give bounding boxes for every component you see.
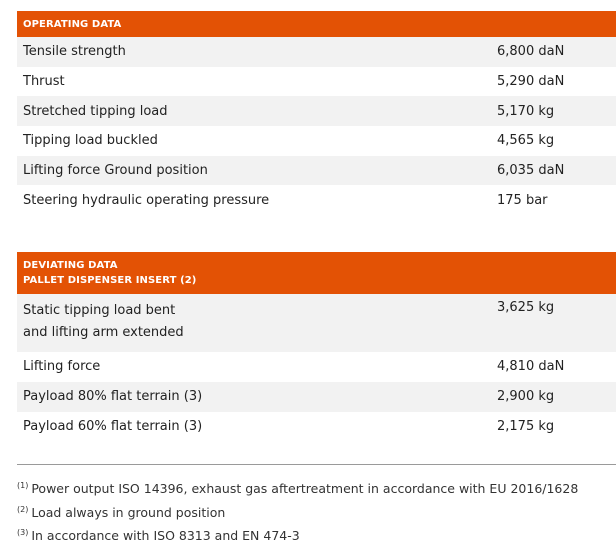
row-value: 5,290 daN — [497, 74, 565, 90]
table-row — [17, 412, 616, 442]
row-label: Steering hydraulic operating pressure — [23, 192, 270, 208]
footnote-item — [17, 500, 616, 524]
footnote-marker: (3) — [17, 528, 29, 538]
row-value: 175 bar — [497, 192, 548, 208]
table-row — [17, 294, 616, 352]
row-label: Payload 60% flat terrain (3) — [23, 418, 203, 434]
operating-data-header — [17, 11, 616, 37]
row-label: Thrust — [23, 74, 65, 90]
row-value: 6,800 daN — [497, 44, 565, 60]
spec-sheet — [17, 0, 616, 547]
operating-data-title: OPERATING DATA — [23, 18, 122, 30]
row-value: 4,565 kg — [497, 133, 555, 149]
footnote-item — [17, 523, 616, 547]
row-value: 4,810 daN — [497, 359, 565, 375]
row-label-line1: Static tipping load bent — [23, 303, 176, 319]
footnote-divider — [17, 464, 616, 465]
table-row — [17, 37, 616, 67]
row-label: Lifting force — [23, 359, 101, 375]
table-row — [17, 185, 616, 215]
row-label: Payload 80% flat terrain (3) — [23, 389, 203, 405]
row-label: Stretched tipping load — [23, 103, 168, 119]
table-row — [17, 352, 616, 382]
footnotes — [17, 476, 616, 547]
table-row — [17, 156, 616, 186]
row-label: Tensile strength — [23, 44, 126, 60]
deviating-data-subtitle: PALLET DISPENSER INSERT (2) — [23, 275, 197, 287]
row-value: 5,170 kg — [497, 103, 555, 119]
deviating-data-table — [17, 294, 616, 441]
row-label — [17, 300, 497, 344]
row-label: Lifting force Ground position — [23, 163, 208, 179]
row-label-line2: and lifting arm extended — [23, 325, 184, 341]
deviating-data-header — [17, 252, 616, 294]
footnote-text: Load always in ground position — [31, 504, 226, 520]
table-row — [17, 96, 616, 126]
deviating-data-title: DEVIATING DATA — [23, 260, 118, 272]
operating-data-table — [17, 37, 616, 215]
row-value: 2,900 kg — [497, 389, 555, 405]
row-value: 3,625 kg — [497, 300, 555, 316]
footnote-marker: (2) — [17, 504, 29, 514]
table-row — [17, 126, 616, 156]
row-label: Tipping load buckled — [23, 133, 158, 149]
table-row — [17, 67, 616, 97]
footnote-text: Power output ISO 14396, exhaust gas aftertreatment in accordance with EU 2016/1628 — [31, 481, 579, 497]
row-value: 6,035 daN — [497, 163, 565, 179]
row-value: 2,175 kg — [497, 418, 555, 434]
table-row — [17, 382, 616, 412]
footnote-text: In accordance with ISO 8313 and EN 474-3 — [31, 528, 300, 544]
footnote-marker: (1) — [17, 481, 29, 491]
footnote-item — [17, 476, 616, 500]
